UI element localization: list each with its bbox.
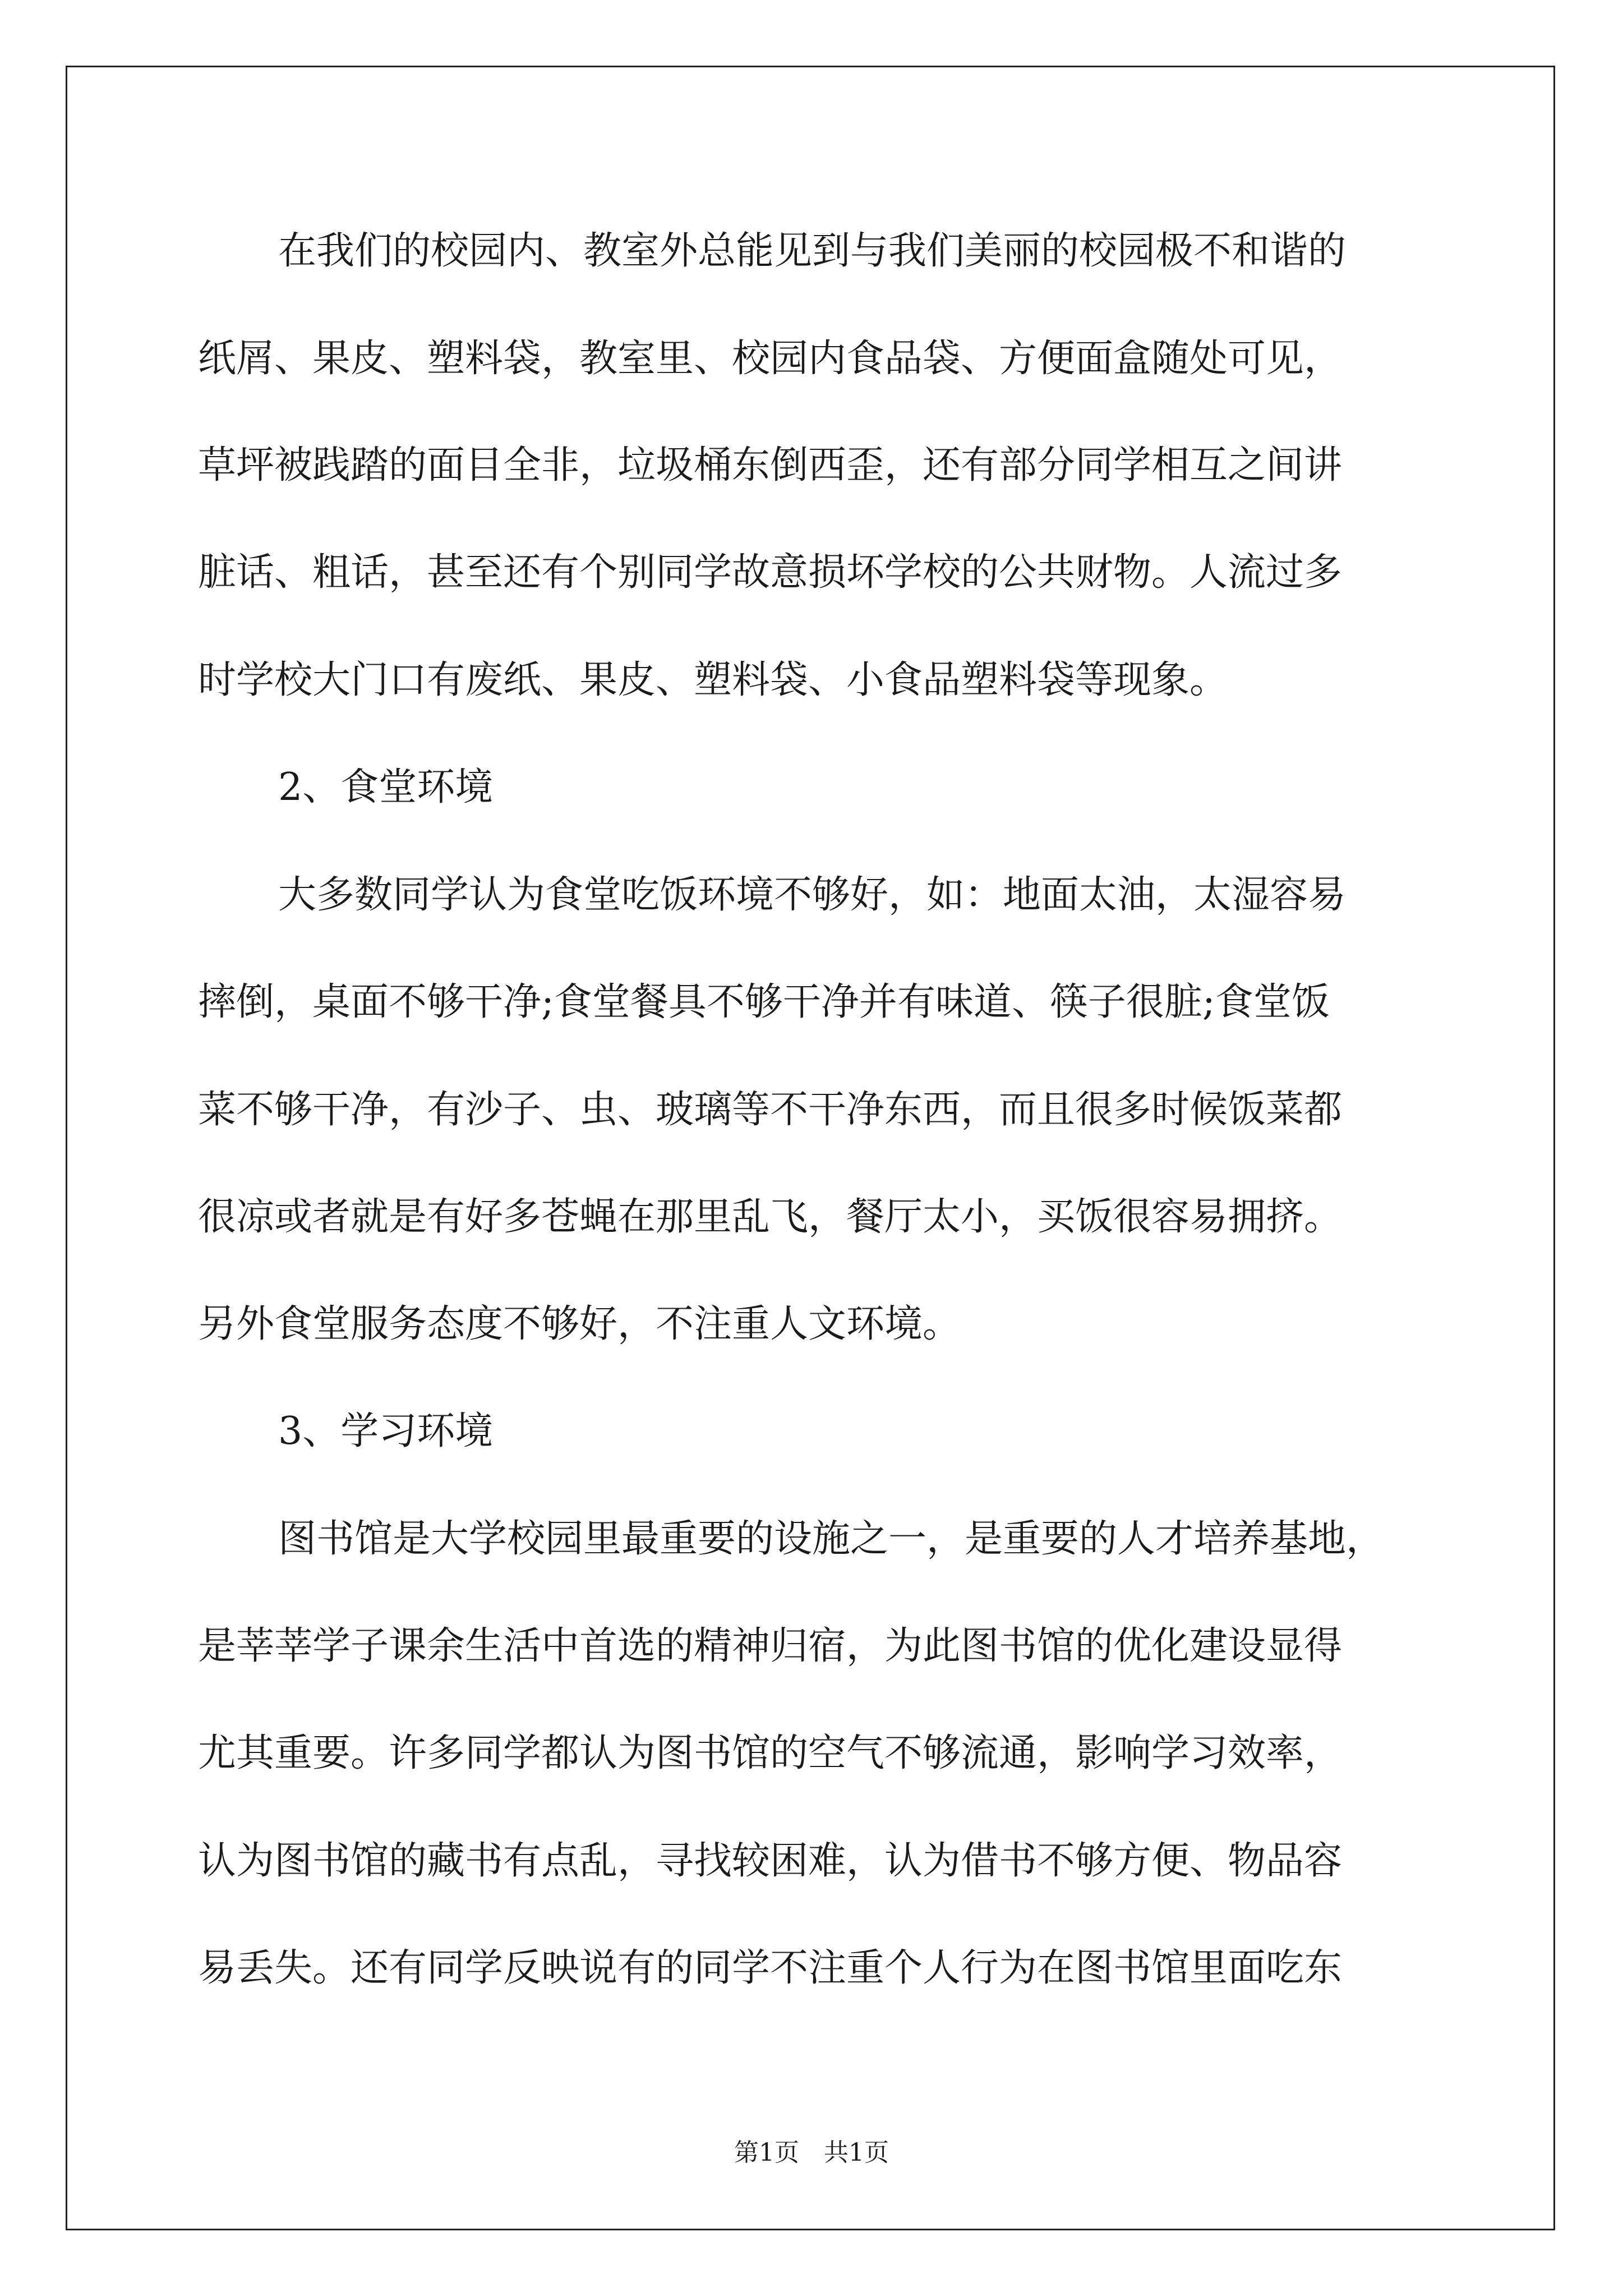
paragraph-line: 纸屑、果皮、塑料袋，教室里、校园内食品袋、方便面盒随处可见，: [198, 337, 1343, 381]
paragraph-line: 菜不够干净，有沙子、虫、玻璃等不干净东西，而且很多时候饭菜都: [198, 1088, 1343, 1132]
page-border: [66, 66, 1555, 2230]
paragraph-line: 易丢失。还有同学反映说有的同学不注重个人行为在图书馆里面吃东: [198, 1946, 1343, 1990]
page-total: 共1页: [824, 2138, 889, 2167]
paragraph-line: 草坪被践踏的面目全非，垃圾桶东倒西歪，还有部分同学相互之间讲: [198, 443, 1343, 487]
paragraph-line: 另外食堂服务态度不够好，不注重人文环境。: [198, 1302, 961, 1346]
paragraph-line: 尤其重要。许多同学都认为图书馆的空气不够流通，影响学习效率，: [198, 1731, 1343, 1775]
page-number: 第1页: [734, 2138, 799, 2167]
section-heading-canteen: 2、食堂环境: [278, 765, 494, 809]
paragraph-line: 图书馆是大学校园里最重要的设施之一，是重要的人才培养基地，: [278, 1517, 1385, 1561]
paragraph-line: 脏话、粗话，甚至还有个别同学故意损坏学校的公共财物。人流过多: [198, 550, 1343, 595]
page-footer: [0, 2137, 1623, 2169]
paragraph-line: 在我们的校园内、教室外总能见到与我们美丽的校园极不和谐的: [278, 229, 1347, 273]
section-heading-study: 3、学习环境: [278, 1409, 494, 1453]
paragraph-line: 是莘莘学子课余生活中首选的精神归宿，为此图书馆的优化建设显得: [198, 1624, 1343, 1668]
paragraph-line: 摔倒，桌面不够干净;食堂餐具不够干净并有味道、筷子很脏;食堂饭: [198, 980, 1330, 1024]
paragraph-line: 很凉或者就是有好多苍蝇在那里乱飞，餐厅太小，买饭很容易拥挤。: [198, 1195, 1343, 1239]
paragraph-line: 大多数同学认为食堂吃饭环境不够好，如：地面太油，太湿容易: [278, 873, 1347, 917]
paragraph-line: 认为图书馆的藏书有点乱，寻找较困难，认为借书不够方便、物品容: [198, 1839, 1343, 1883]
paragraph-line: 时学校大门口有废纸、果皮、塑料袋、小食品塑料袋等现象。: [198, 658, 1228, 702]
